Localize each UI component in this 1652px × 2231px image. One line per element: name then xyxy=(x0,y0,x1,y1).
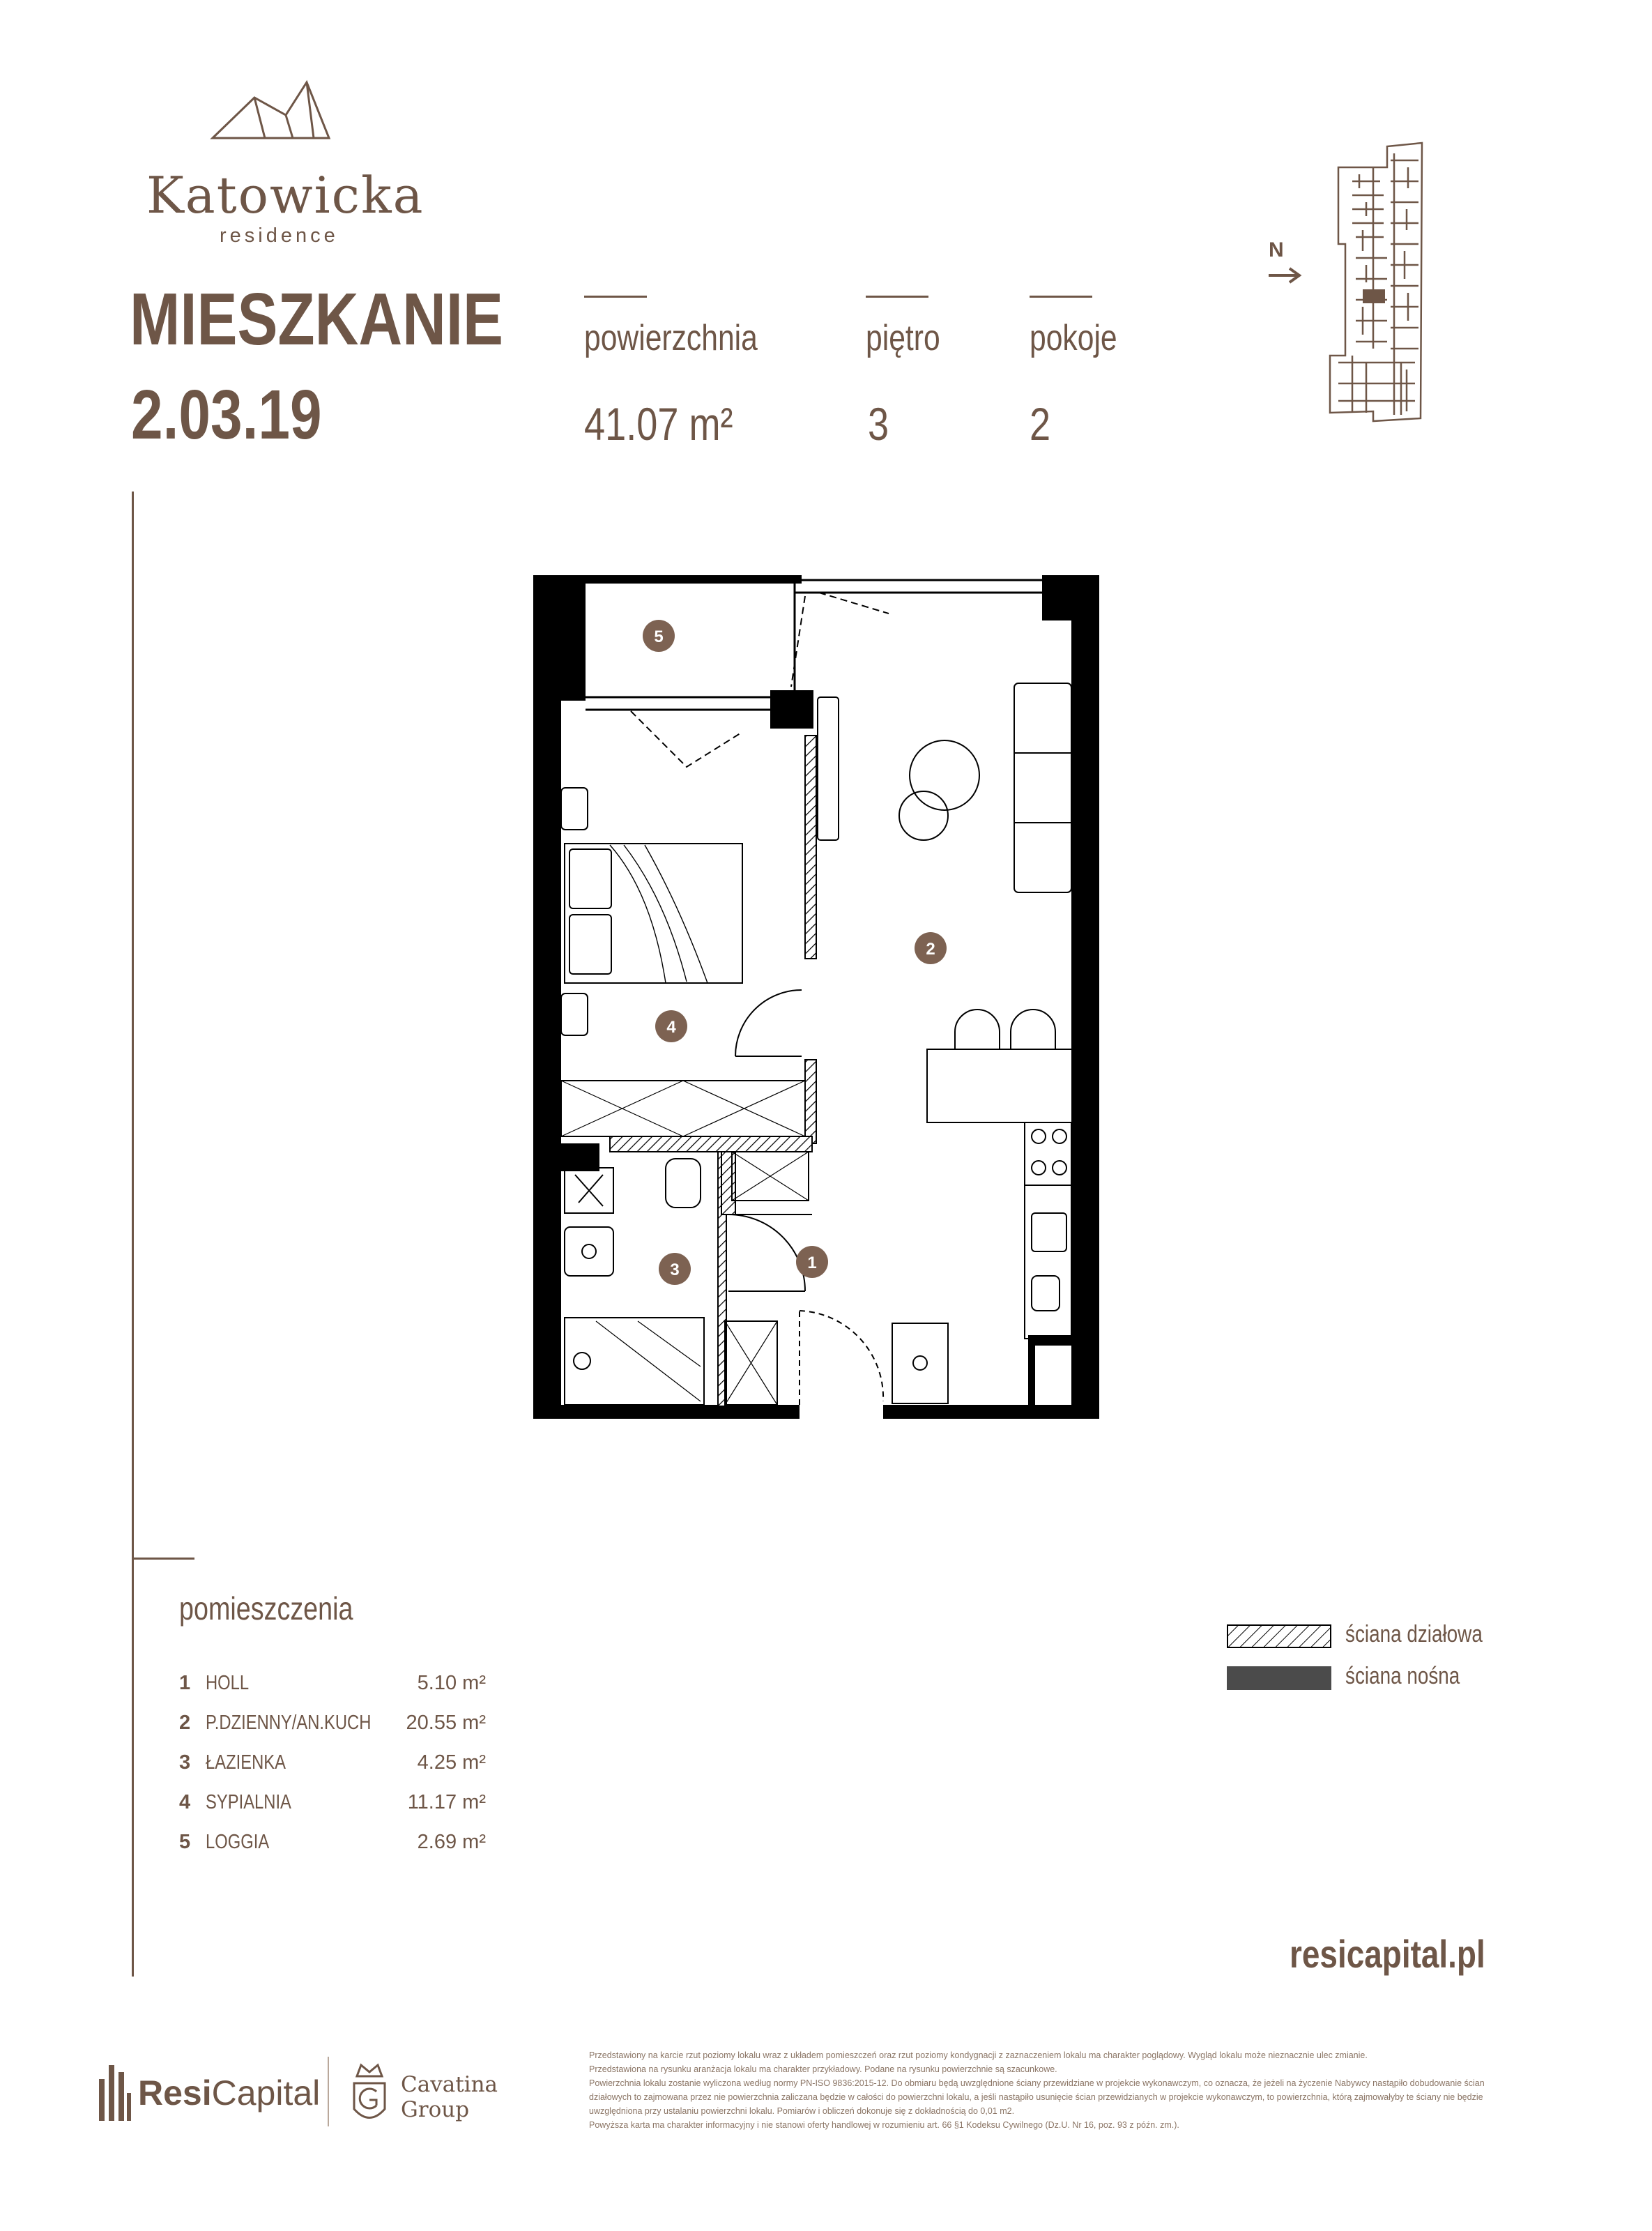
room-row xyxy=(179,1791,486,1826)
brand-name: Katowicka xyxy=(146,166,425,224)
disclaimer-line: Powierzchnia lokalu zostanie wyliczona według normy PN-ISO 9836:2015-12. Do obmiaru będą uwzględnione ściany przewidziane w projekcie wykonawczym, co oznacza, że jeżeli na życzenie Nabywcy nastąpiło dobudowanie ścian działowych to zajmowana przez nie powierzchnia zaliczana będzie w całości do powierzchni lokalu, a jeśli nastąpiło usunięcie ścian przewidzianych w projekcie wykonawczym, to powierzchnia, którą zajmowałyby te ściany nie będzie uwzględniona przy ustalaniu powierzchni lokalu. Pomiarów i obliczeń dokonuje się z dokładnością do 0,01 m2. xyxy=(589,2078,1485,2116)
room-name: HOLL xyxy=(206,1672,250,1694)
legend-label-bearing: ściana nośna xyxy=(1345,1663,1460,1689)
website-link[interactable]: resicapital.pl xyxy=(1290,1932,1485,1976)
apartment-number: 2.03.19 xyxy=(131,376,322,454)
stat-divider xyxy=(1030,296,1092,298)
brand-subtitle: residence xyxy=(220,224,339,247)
room-number: 1 xyxy=(179,1672,191,1694)
disclaimer-line: Przedstawiony na karcie rzut poziomy lokalu wraz z układem pomieszczeń oraz rzut poziomy kondygnacji z zaznaczeniem lokalu ma charakter poglądowy. Wygląd lokalu może nieznacznie ulec zmianie. xyxy=(589,2050,1368,2060)
disclaimer-line: Powyższa karta ma charakter informacyjny i nie stanowi oferty handlowej w rozumieniu art. 66 §1 Kodeksu Cywilnego (Dz.U. Nr 16, poz. 93 z późn. zm.). xyxy=(589,2120,1179,2130)
plan-label-3: 3 xyxy=(670,1261,680,1279)
stat-divider xyxy=(866,296,928,298)
room-row xyxy=(179,1831,486,1866)
plan-label-1: 1 xyxy=(807,1254,817,1272)
legend-swatch-bearing xyxy=(1227,1666,1331,1690)
floor-plan xyxy=(526,572,1119,1422)
cavatina-wordmark: Cavatina xyxy=(401,2072,498,2097)
room-area: 4.25 m² xyxy=(417,1751,486,1774)
room-name: ŁAZIENKA xyxy=(206,1751,286,1774)
stat-value-area: 41.07 m² xyxy=(584,398,733,450)
room-area: 20.55 m² xyxy=(406,1712,486,1734)
north-arrow-icon xyxy=(1267,265,1303,286)
room-number: 2 xyxy=(179,1712,191,1734)
room-area: 2.69 m² xyxy=(417,1831,486,1853)
resicapital-wordmark: ResiCapital xyxy=(138,2073,321,2112)
cavatina-wordmark-group: Group xyxy=(401,2097,470,2122)
stat-divider xyxy=(584,296,647,298)
room-row xyxy=(179,1751,486,1786)
plan-label-2: 2 xyxy=(926,940,935,959)
room-name: P.DZIENNY/AN.KUCH xyxy=(206,1712,372,1734)
brand-logo-icon xyxy=(209,77,335,143)
cavatina-crest-icon xyxy=(349,2057,390,2130)
stat-label-area: powierzchnia xyxy=(584,318,758,358)
room-area: 11.17 m² xyxy=(407,1791,486,1813)
bed xyxy=(561,788,742,1035)
room-row xyxy=(179,1672,486,1707)
plan-label-5: 5 xyxy=(654,627,664,646)
disclaimer-line: Przedstawiona na rysunku aranżacja lokalu ma charakter przykładowy. Podane na rysunku powierzchnie są szacunkowe. xyxy=(589,2064,1057,2074)
stat-label-rooms: pokoje xyxy=(1030,318,1117,358)
legend-label-partition: ściana działowa xyxy=(1345,1621,1483,1647)
north-label: N xyxy=(1269,238,1284,261)
room-number: 3 xyxy=(179,1751,191,1774)
plan-label-4: 4 xyxy=(666,1018,676,1037)
room-number: 5 xyxy=(179,1831,191,1853)
footer-divider xyxy=(328,2057,329,2126)
building-key-plan-icon xyxy=(1324,139,1429,425)
room-area: 5.10 m² xyxy=(417,1672,486,1694)
stat-value-floor: 3 xyxy=(868,398,889,450)
rooms-divider xyxy=(132,1558,194,1560)
stat-label-floor: piętro xyxy=(866,318,940,358)
room-name: SYPIALNIA xyxy=(206,1791,291,1813)
rooms-title: pomieszczenia xyxy=(179,1590,353,1627)
room-number: 4 xyxy=(179,1791,191,1813)
legend-swatch-partition xyxy=(1227,1624,1331,1648)
resicapital-logo-icon xyxy=(98,2058,132,2124)
legal-disclaimer xyxy=(589,2048,1488,2132)
room-row xyxy=(179,1712,486,1746)
page-title: MIESZKANIE xyxy=(130,278,504,360)
stat-value-rooms: 2 xyxy=(1030,398,1051,450)
page-frame-line xyxy=(132,492,134,1977)
room-name: LOGGIA xyxy=(206,1831,270,1853)
